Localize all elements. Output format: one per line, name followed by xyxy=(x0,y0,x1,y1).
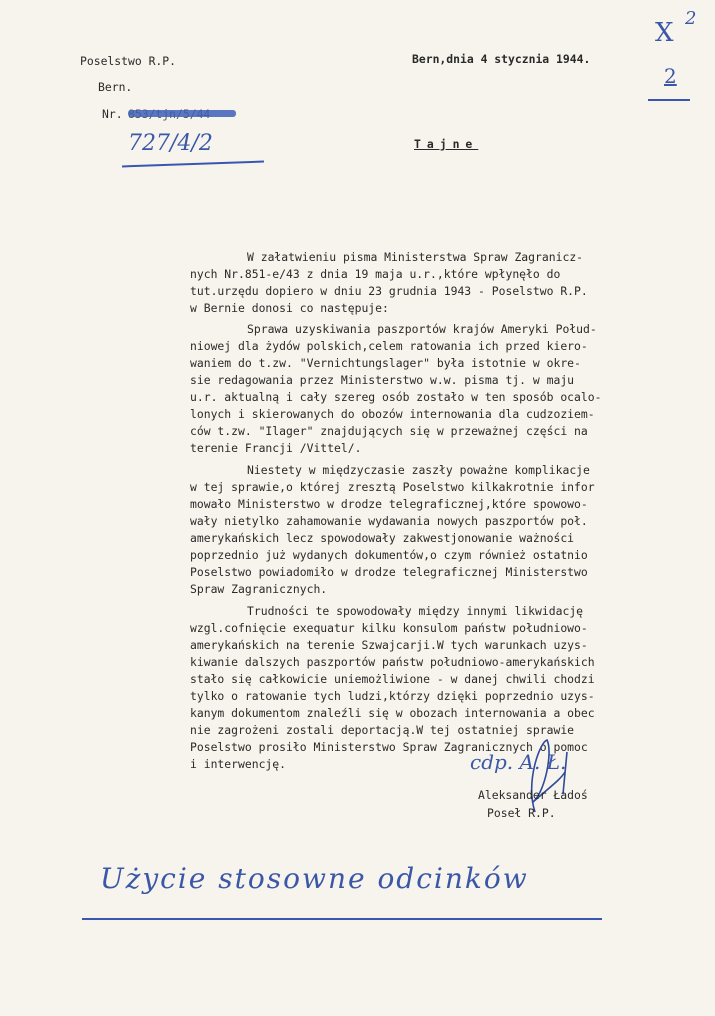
para2-line: sie redagowania przez Ministerstwo w.w. pisma tj. w maju xyxy=(190,373,575,387)
para4-line: kiwanie dalszych paszportów państw południowo-amerykańskich xyxy=(190,655,595,669)
para1-line: nych Nr.851-e/43 z dnia 19 maja u.r.,które wpłynęło do xyxy=(190,267,561,281)
para4-line: kanym dokumentom znaleźli się w obozach internowania a obec xyxy=(190,706,595,720)
para3-line: Niestety w międzyczasie zaszły poważne komplikacje xyxy=(247,463,590,477)
para2-line: terenie Francji /Vittel/. xyxy=(190,441,362,455)
para4-line: Poselstwo prosiło Ministerstwo Spraw Zagranicznych o pomoc xyxy=(190,740,588,754)
classification-label: Tajne xyxy=(414,137,479,151)
corner-x-mark: X xyxy=(655,18,674,48)
legation-city: Bern. xyxy=(98,80,133,94)
handwritten-footer-note: Użycie stosowne odcinków xyxy=(100,862,529,895)
reference-prefix: Nr. xyxy=(102,107,123,121)
date-line: Bern,dnia 4 stycznia 1944. xyxy=(412,52,591,66)
para4-line: amerykańskich na terenie Szwajcarji.W tych warunkach uzys- xyxy=(190,638,588,652)
corner-underline xyxy=(648,99,690,101)
para3-line: Poselstwo powiadomiło w drodze telegraficznej Ministerstwo xyxy=(190,565,588,579)
para2-line: u.r. aktualną i cały szereg osób zostało w ten sposób ocalo- xyxy=(190,390,602,404)
para2-line: lonych i skierowanych do obozów internowania dla cudzoziem- xyxy=(190,407,595,421)
para1-line: tut.urzędu dopiero w dniu 23 grudnia 1943 - Poselstwo R.P. xyxy=(190,284,588,298)
para3-line: wały nietylko zahamowanie wydawania nowych paszportów poł. xyxy=(190,514,588,528)
para4-line: nie zagrożeni zostali deportacją.W tej ostatniej sprawie xyxy=(190,723,575,737)
para2-line: waniem do t.zw. "Vernichtungslager" była istotnie w okre- xyxy=(190,356,581,370)
para3-line: poprzednio już wydanych dokumentów,o czym również ostatnio xyxy=(190,548,588,562)
footer-underline xyxy=(82,918,602,920)
para1-line: W załatwieniu pisma Ministerstwa Spraw Zagranicz- xyxy=(247,250,584,264)
para3-line: amerykańskich lecz spowodowały zakwestjonowanie ważności xyxy=(190,531,575,545)
para3-line: mowało Ministerstwo w drodze telegraficznej,które spowowo- xyxy=(190,497,588,511)
handwritten-underline xyxy=(122,161,264,168)
legation-name: Poselstwo R.P. xyxy=(80,54,177,68)
para3-line: w tej sprawie,o której zresztą Poselstwo kilkakrotnie infor xyxy=(190,480,595,494)
para4-line: wzgl.cofnięcie exequatur kilku konsulom państw południowo- xyxy=(190,621,588,635)
para2-line: Sprawa uzyskiwania paszportów krajów Ameryki Połud- xyxy=(247,322,597,336)
para4-line: tylko o ratowanie tych ludzi,którzy dzięki poprzednio uzys- xyxy=(190,689,595,703)
reference-strike xyxy=(128,110,236,117)
para1-line: w Bernie donosi co następuje: xyxy=(190,301,389,315)
para3-line: Spraw Zagranicznych. xyxy=(190,582,328,596)
para2-line: ców t.zw. "Ilager" znajdujących się w przeważnej części na xyxy=(190,424,588,438)
handwritten-signature: cdp. A. Ł. xyxy=(470,750,567,774)
corner-number: 2 xyxy=(685,8,697,29)
signatory-name: Aleksander Ładoś xyxy=(478,788,588,802)
corner-boxed-number: 2 xyxy=(664,64,677,88)
para2-line: niowej dla żydów polskich,celem ratowania ich przed kiero- xyxy=(190,339,588,353)
signatory-title: Poseł R.P. xyxy=(487,806,556,820)
handwritten-reference: 727/4/2 xyxy=(128,131,213,156)
para4-line: stało się całkowicie uniemożliwione - w danej chwili chodzi xyxy=(190,672,595,686)
para4-line: Trudności te spowodowały między innymi likwidację xyxy=(247,604,584,618)
para4-line: i interwencję. xyxy=(190,757,287,771)
